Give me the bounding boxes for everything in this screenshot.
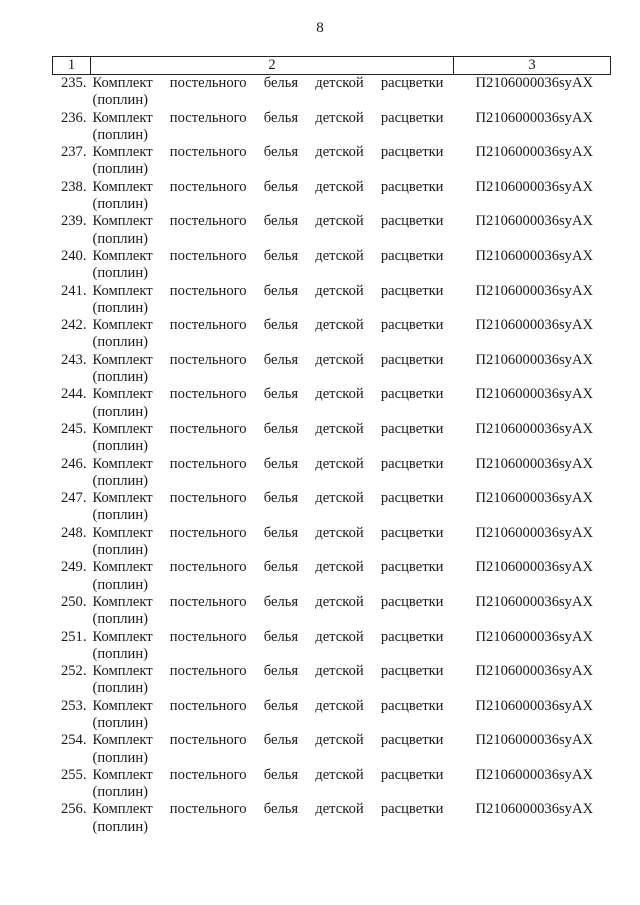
- description-word: расцветки: [380, 559, 444, 576]
- table-row: [53, 732, 611, 767]
- description-word: детской: [315, 317, 364, 334]
- description-word: детской: [315, 282, 364, 299]
- item-description: [91, 801, 454, 836]
- description-word: белья: [263, 455, 299, 472]
- description-word: расцветки: [380, 593, 444, 610]
- row-number: 239.: [60, 213, 87, 230]
- description-word: детской: [315, 178, 364, 195]
- table-row: [53, 767, 611, 802]
- item-code: П2106000036syAX: [475, 524, 594, 541]
- description-word: постельного: [169, 213, 247, 230]
- item-description: [91, 698, 454, 733]
- description-word: детской: [315, 524, 364, 541]
- description-continuation: (поплин): [92, 680, 149, 697]
- description-continuation: (поплин): [92, 472, 149, 489]
- description-word: расцветки: [380, 420, 444, 437]
- item-description: [91, 525, 454, 560]
- row-number: 243.: [60, 351, 87, 368]
- description-word: постельного: [169, 524, 247, 541]
- description-word: детской: [315, 732, 364, 749]
- description-continuation: (поплин): [92, 611, 149, 628]
- description-continuation: (поплин): [92, 438, 149, 455]
- description-word: постельного: [169, 178, 247, 195]
- description-continuation: (поплин): [92, 334, 149, 351]
- description-word: постельного: [169, 766, 247, 783]
- description-word: белья: [263, 628, 299, 645]
- description-word: Комплект: [92, 490, 153, 507]
- description-word: детской: [315, 144, 364, 161]
- item-code: П2106000036syAX: [475, 628, 594, 645]
- table-row: [53, 525, 611, 560]
- description-word: расцветки: [380, 524, 444, 541]
- description-word: расцветки: [380, 766, 444, 783]
- description-word: постельного: [169, 697, 247, 714]
- description-word: постельного: [169, 420, 247, 437]
- row-number: 246.: [60, 455, 87, 472]
- description-word: расцветки: [380, 732, 444, 749]
- table-row: [53, 421, 611, 456]
- description-continuation: (поплин): [92, 196, 149, 213]
- item-description: [91, 456, 454, 491]
- column-header-1: 1: [53, 57, 91, 75]
- description-word: расцветки: [380, 247, 444, 264]
- item-description: [91, 75, 454, 110]
- description-word: расцветки: [380, 351, 444, 368]
- table-row: [53, 283, 611, 318]
- table-row: [53, 75, 611, 110]
- item-code: П2106000036syAX: [475, 247, 594, 264]
- description-word: детской: [315, 490, 364, 507]
- table-row: [53, 317, 611, 352]
- item-description: [91, 386, 454, 421]
- row-number: 256.: [60, 801, 87, 818]
- description-word: детской: [315, 801, 364, 818]
- item-description: [91, 421, 454, 456]
- description-word: детской: [315, 697, 364, 714]
- description-word: белья: [263, 109, 299, 126]
- description-word: Комплект: [92, 351, 153, 368]
- table-row: [53, 213, 611, 248]
- description-continuation: (поплин): [92, 749, 149, 766]
- description-word: белья: [263, 732, 299, 749]
- description-word: Комплект: [92, 801, 153, 818]
- item-description: [91, 490, 454, 525]
- item-code: П2106000036syAX: [475, 490, 594, 507]
- description-word: детской: [315, 247, 364, 264]
- table-row: [53, 248, 611, 283]
- item-code: П2106000036syAX: [475, 386, 594, 403]
- description-word: белья: [263, 386, 299, 403]
- row-number: 252.: [60, 663, 87, 680]
- description-word: Комплект: [92, 559, 153, 576]
- description-word: детской: [315, 386, 364, 403]
- description-word: расцветки: [380, 663, 444, 680]
- item-code: П2106000036syAX: [475, 697, 594, 714]
- item-code: П2106000036syAX: [475, 109, 594, 126]
- description-word: постельного: [169, 282, 247, 299]
- description-continuation: (поплин): [92, 542, 149, 559]
- description-word: расцветки: [380, 628, 444, 645]
- description-word: постельного: [169, 732, 247, 749]
- item-description: [91, 594, 454, 629]
- item-code: П2106000036syAX: [475, 420, 594, 437]
- description-word: белья: [263, 801, 299, 818]
- description-word: расцветки: [380, 697, 444, 714]
- description-word: белья: [263, 420, 299, 437]
- description-continuation: (поплин): [92, 299, 149, 316]
- row-number: 254.: [60, 732, 87, 749]
- table-row: [53, 559, 611, 594]
- description-word: расцветки: [380, 75, 444, 91]
- description-word: белья: [263, 282, 299, 299]
- table-row: [53, 110, 611, 145]
- description-word: постельного: [169, 455, 247, 472]
- item-code: П2106000036syAX: [475, 559, 594, 576]
- description-word: расцветки: [380, 386, 444, 403]
- table-row: [53, 698, 611, 733]
- description-continuation: (поплин): [92, 126, 149, 143]
- description-word: Комплект: [92, 455, 153, 472]
- description-word: детской: [315, 213, 364, 230]
- items-table: [52, 56, 611, 836]
- description-word: детской: [315, 420, 364, 437]
- description-word: Комплект: [92, 75, 153, 91]
- description-word: постельного: [169, 593, 247, 610]
- description-word: расцветки: [380, 109, 444, 126]
- description-word: белья: [263, 490, 299, 507]
- description-continuation: (поплин): [92, 403, 149, 420]
- table-row: [53, 456, 611, 491]
- description-word: Комплект: [92, 628, 153, 645]
- page-number: 8: [316, 20, 324, 36]
- item-description: [91, 283, 454, 318]
- item-code: П2106000036syAX: [475, 282, 594, 299]
- description-word: белья: [263, 144, 299, 161]
- description-word: Комплект: [92, 317, 153, 334]
- description-word: постельного: [169, 109, 247, 126]
- item-description: [91, 179, 454, 214]
- description-word: детской: [315, 351, 364, 368]
- row-number: 237.: [60, 144, 87, 161]
- description-word: белья: [263, 524, 299, 541]
- row-number: 238.: [60, 178, 87, 195]
- description-word: детской: [315, 75, 364, 91]
- row-number: 235.: [60, 75, 87, 91]
- item-description: [91, 317, 454, 352]
- item-code: П2106000036syAX: [475, 732, 594, 749]
- description-word: белья: [263, 663, 299, 680]
- description-word: детской: [315, 593, 364, 610]
- table-row: [53, 144, 611, 179]
- item-description: [91, 767, 454, 802]
- description-word: белья: [263, 766, 299, 783]
- description-word: Комплект: [92, 247, 153, 264]
- table-row: [53, 386, 611, 421]
- description-word: постельного: [169, 317, 247, 334]
- item-code: П2106000036syAX: [475, 144, 594, 161]
- description-word: белья: [263, 213, 299, 230]
- description-word: постельного: [169, 351, 247, 368]
- description-word: детской: [315, 663, 364, 680]
- description-word: расцветки: [380, 317, 444, 334]
- description-continuation: (поплин): [92, 714, 149, 731]
- table-header-row: [53, 57, 611, 75]
- description-word: Комплект: [92, 593, 153, 610]
- description-word: Комплект: [92, 282, 153, 299]
- row-number: 244.: [60, 386, 87, 403]
- item-description: [91, 248, 454, 283]
- row-number: 247.: [60, 490, 87, 507]
- item-code: П2106000036syAX: [475, 75, 594, 91]
- description-word: Комплект: [92, 109, 153, 126]
- column-header-2: 2: [91, 57, 454, 75]
- description-continuation: (поплин): [92, 92, 149, 109]
- item-code: П2106000036syAX: [475, 178, 594, 195]
- row-number: 242.: [60, 317, 87, 334]
- description-continuation: (поплин): [92, 161, 149, 178]
- description-continuation: (поплин): [92, 818, 149, 835]
- item-description: [91, 559, 454, 594]
- description-word: Комплект: [92, 732, 153, 749]
- description-word: белья: [263, 697, 299, 714]
- row-number: 248.: [60, 524, 87, 541]
- description-word: белья: [263, 178, 299, 195]
- column-header-3: 3: [454, 57, 611, 75]
- row-number: 236.: [60, 109, 87, 126]
- description-word: постельного: [169, 386, 247, 403]
- description-word: постельного: [169, 628, 247, 645]
- item-description: [91, 732, 454, 767]
- description-continuation: (поплин): [92, 576, 149, 593]
- description-word: белья: [263, 75, 299, 91]
- description-continuation: (поплин): [92, 507, 149, 524]
- description-word: белья: [263, 559, 299, 576]
- description-word: белья: [263, 593, 299, 610]
- description-word: расцветки: [380, 490, 444, 507]
- description-word: расцветки: [380, 455, 444, 472]
- row-number: 251.: [60, 628, 87, 645]
- item-code: П2106000036syAX: [475, 801, 594, 818]
- description-continuation: (поплин): [92, 369, 149, 386]
- table-row: [53, 801, 611, 836]
- description-word: Комплект: [92, 766, 153, 783]
- row-number: 241.: [60, 282, 87, 299]
- item-description: [91, 352, 454, 387]
- description-word: Комплект: [92, 144, 153, 161]
- description-word: расцветки: [380, 144, 444, 161]
- description-word: Комплект: [92, 663, 153, 680]
- item-description: [91, 144, 454, 179]
- description-word: постельного: [169, 75, 247, 91]
- description-word: детской: [315, 455, 364, 472]
- description-continuation: (поплин): [92, 645, 149, 662]
- item-description: [91, 663, 454, 698]
- row-number: 249.: [60, 559, 87, 576]
- item-code: П2106000036syAX: [475, 593, 594, 610]
- description-word: расцветки: [380, 213, 444, 230]
- row-number: 250.: [60, 593, 87, 610]
- description-word: детской: [315, 109, 364, 126]
- table-row: [53, 663, 611, 698]
- description-word: Комплект: [92, 524, 153, 541]
- description-word: Комплект: [92, 697, 153, 714]
- description-word: расцветки: [380, 282, 444, 299]
- description-word: постельного: [169, 801, 247, 818]
- description-word: детской: [315, 766, 364, 783]
- description-word: детской: [315, 559, 364, 576]
- item-code: П2106000036syAX: [475, 766, 594, 783]
- description-word: белья: [263, 317, 299, 334]
- item-code: П2106000036syAX: [475, 317, 594, 334]
- description-continuation: (поплин): [92, 230, 149, 247]
- row-number: 255.: [60, 766, 87, 783]
- description-word: расцветки: [380, 178, 444, 195]
- item-code: П2106000036syAX: [475, 455, 594, 472]
- row-number: 253.: [60, 697, 87, 714]
- description-word: Комплект: [92, 213, 153, 230]
- table-row: [53, 352, 611, 387]
- description-word: белья: [263, 247, 299, 264]
- description-word: постельного: [169, 559, 247, 576]
- row-number: 245.: [60, 420, 87, 437]
- description-word: Комплект: [92, 178, 153, 195]
- item-description: [91, 213, 454, 248]
- table-row: [53, 594, 611, 629]
- item-description: [91, 629, 454, 664]
- description-word: Комплект: [92, 420, 153, 437]
- description-word: белья: [263, 351, 299, 368]
- description-word: постельного: [169, 247, 247, 264]
- item-code: П2106000036syAX: [475, 213, 594, 230]
- description-word: постельного: [169, 144, 247, 161]
- description-continuation: (поплин): [92, 784, 149, 801]
- table-row: [53, 490, 611, 525]
- item-code: П2106000036syAX: [475, 351, 594, 368]
- table-row: [53, 179, 611, 214]
- item-code: П2106000036syAX: [475, 663, 594, 680]
- description-continuation: (поплин): [92, 265, 149, 282]
- description-word: расцветки: [380, 801, 444, 818]
- item-description: [91, 110, 454, 145]
- description-word: детской: [315, 628, 364, 645]
- description-word: постельного: [169, 490, 247, 507]
- description-word: постельного: [169, 663, 247, 680]
- row-number: 240.: [60, 247, 87, 264]
- table-row: [53, 629, 611, 664]
- description-word: Комплект: [92, 386, 153, 403]
